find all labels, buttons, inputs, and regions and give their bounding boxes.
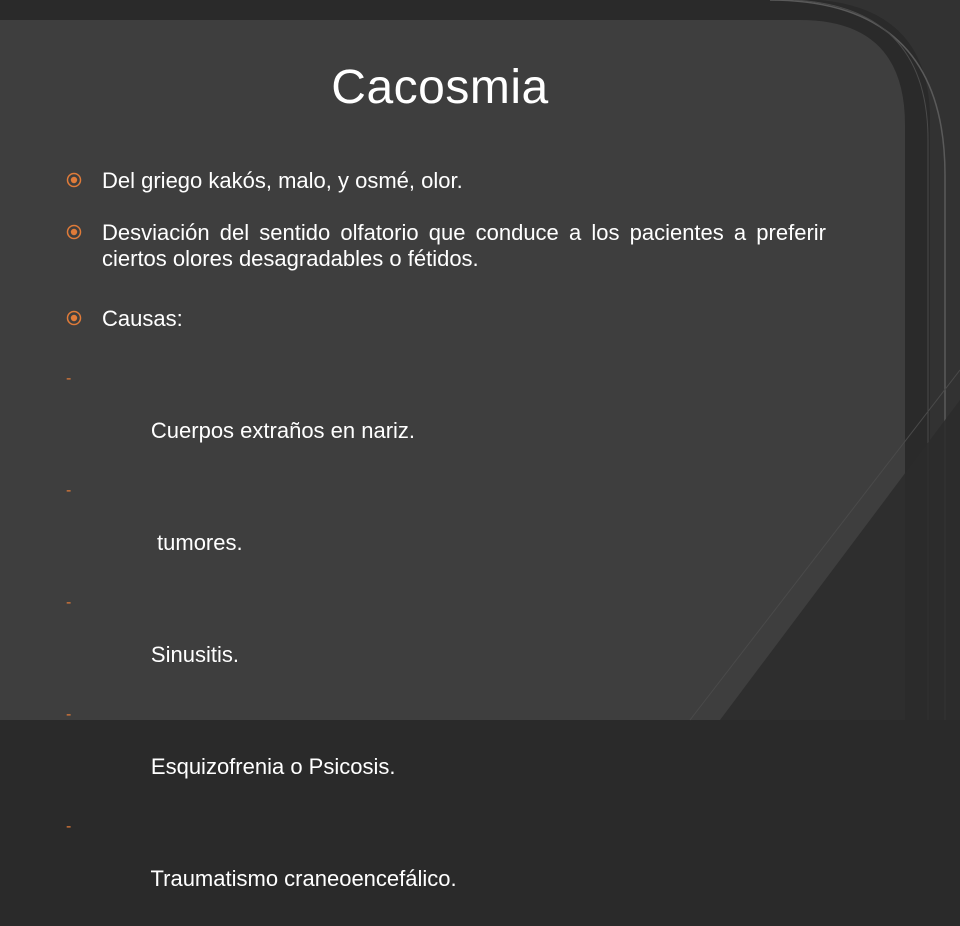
bullet-text: Desviación del sentido olfatorio que conduce a los pacientes a preferir ciertos olores desagradables o fétidos. xyxy=(102,220,826,271)
bullet-item xyxy=(66,306,826,332)
bullet-item xyxy=(66,220,826,272)
dash-bullet-icon: - xyxy=(66,370,72,387)
dash-bullet-icon: - xyxy=(66,706,72,723)
cause-item xyxy=(66,590,826,694)
cause-item xyxy=(66,478,826,582)
bullet-item xyxy=(66,168,826,194)
dash-bullet-icon: - xyxy=(66,594,72,611)
cause-text: Sinusitis. xyxy=(150,642,239,667)
cause-item xyxy=(66,366,826,470)
cause-item xyxy=(66,702,826,806)
circle-bullet-icon xyxy=(66,172,82,188)
cause-text: tumores. xyxy=(150,530,243,555)
dash-bullet-icon: - xyxy=(66,482,72,499)
cause-text: Traumatismo craneoencefálico. xyxy=(150,866,457,891)
circle-bullet-icon xyxy=(66,224,82,240)
cause-text: Cuerpos extraños en nariz. xyxy=(150,418,416,443)
cause-text: Esquizofrenia o Psicosis. xyxy=(150,754,396,779)
causes-list xyxy=(66,366,826,918)
circle-bullet-icon xyxy=(66,310,82,326)
bullet-text: Del griego kakós, malo, y osmé, olor. xyxy=(102,168,463,193)
dash-bullet-icon: - xyxy=(66,818,72,835)
slide-content xyxy=(66,168,826,926)
slide-title: Cacosmia xyxy=(331,61,549,114)
cause-item xyxy=(66,814,826,918)
bullet-text: Causas: xyxy=(102,306,183,331)
